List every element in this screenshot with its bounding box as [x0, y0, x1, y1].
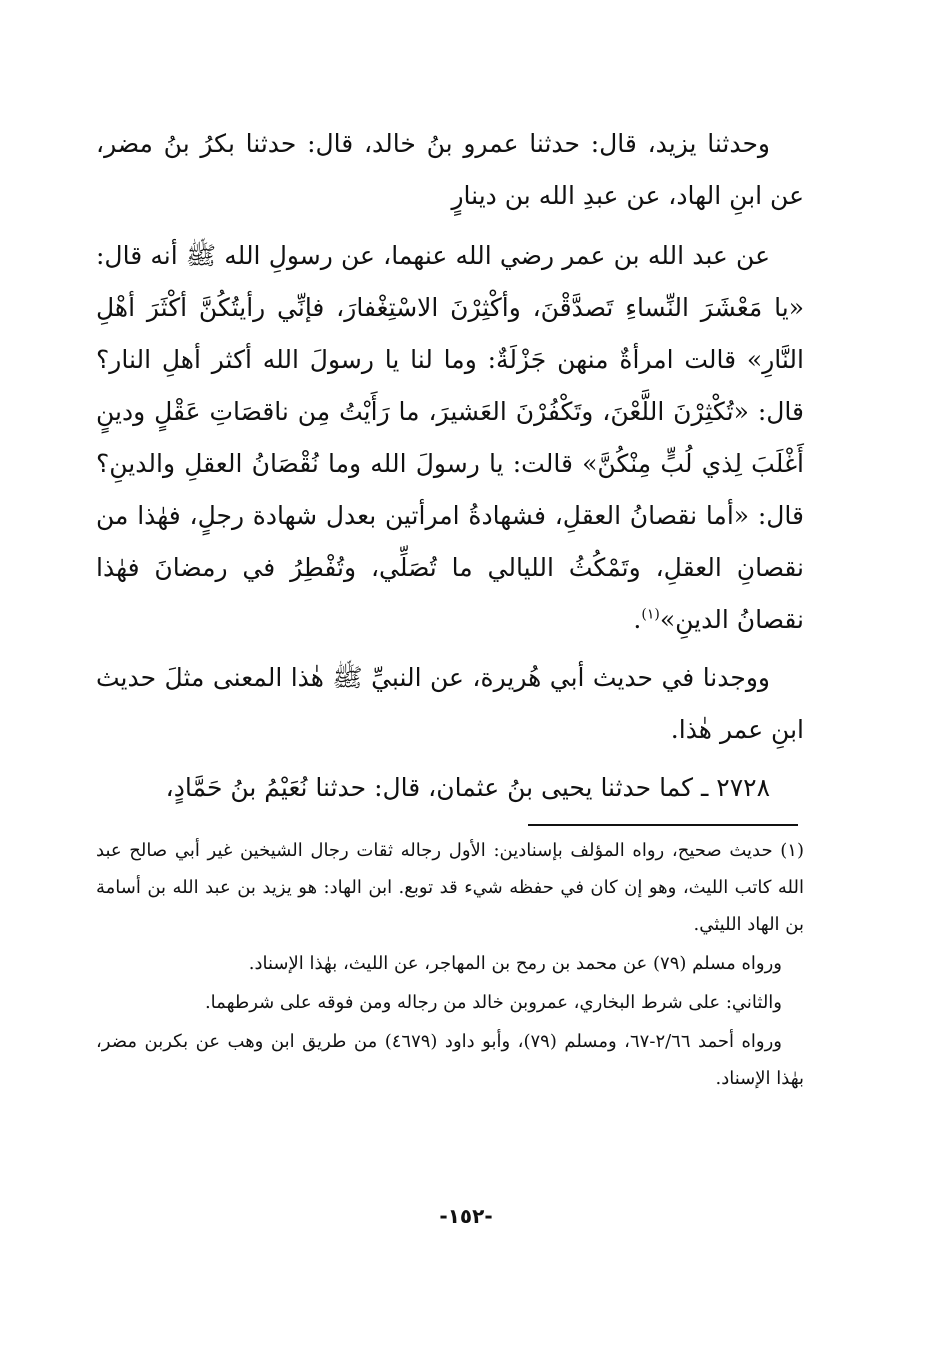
footnote-1: (١) حديث صحيح، رواه المؤلف بإسنادين: الأول رجاله ثقات رجال الشيخين غير أبي صالح عبد الله كاتب الليث، وهو إن كان في حفظه شيء قد توبع. ابن الهاد: هو يزيد بن عبد الله بن أسامة بن الهاد الليثي. [96, 840, 804, 935]
paragraph-hadith-text: عن عبد الله بن عمر رضي الله عنهما، عن رسولِ الله ﷺ أنه قال: «يا مَعْشَرَ النِّساءِ تَصدَّقْنَ، وأكْثِرْنَ الاسْتِغْفارَ، فإنِّي رأيتُكُنَّ أكْثَرَ أهْلِ النَّارِ» قالت امرأةٌ منهن جَزْلَةٌ: وما لنا يا رسولَ الله أكثر أهلِ النار؟ قال: «تُكْثِرْنَ اللَّعْنَ، وتَكْفُرْنَ العَشيرَ، ما رَأَيْتُ مِن ناقصَاتِ عَقْلٍ ودينٍ أَغْلَبَ لِذي لُبٍّ مِنْكُنَّ» قالت: يا رسولَ الله وما نُقْصَانُ العقلِ والدينِ؟ قال: «أما نقصانُ العقلِ، فشهادةُ امرأتين بعدل شهادة رجلٍ، فهٰذا من نقصانِ العقلِ، وتَمْكُثُ الليالي ما تُصَلِّي، وتُفْطِرُ في رمضانَ فهٰذا نقصانُ الدينِ» [96, 241, 804, 634]
footnote-divider [528, 824, 798, 826]
footnote-muslim: ورواه مسلم (٧٩) عن محمد بن رمح بن المهاجر، عن الليث، بهٰذا الإسناد. [248, 953, 782, 974]
main-text [96, 118, 804, 814]
page-number: -١٥٢- [439, 1204, 493, 1228]
paragraph-hadith-2728 [96, 762, 804, 814]
paragraph-abu-hurayra-text: ووجدنا في حديث أبي هُريرة، عن النبيِّ ﷺ هٰذا المعنى مثلَ حديث ابنِ عمر هٰذا. [96, 663, 804, 744]
paragraph-isnad-1 [96, 118, 804, 222]
footnote-second-isnad: والثاني: على شرط البخاري، عمروبن خالد من رجاله ومن فوقه على شرطهما. [204, 992, 782, 1013]
footnote-reference[interactable]: (١) [641, 606, 660, 623]
paragraph-hadith-2728-text: ٢٧٢٨ ـ كما حدثنا يحيى بنُ عثمان، قال: حدثنا نُعَيْمُ بنُ حَمَّادٍ، [165, 773, 770, 802]
paragraph-abu-hurayra [96, 652, 804, 756]
footnote-ahmad: ورواه أحمد ٢/٦٦-٦٧، ومسلم (٧٩)، وأبو داود (٤٦٧٩) من طريق ابن وهب عن بكربن مضر، بهٰذا الإسناد. [96, 1031, 804, 1089]
paragraph-isnad-1-text: وحدثنا يزيد، قال: حدثنا عمرو بنُ خالد، قال: حدثنا بكرُ بنُ مضر، عن ابنِ الهاد، عن عبدِ الله بن دينارٍ [96, 129, 804, 210]
footnotes [96, 832, 804, 1097]
paragraph-hadith-end: . [633, 605, 642, 634]
paragraph-hadith [96, 230, 804, 646]
